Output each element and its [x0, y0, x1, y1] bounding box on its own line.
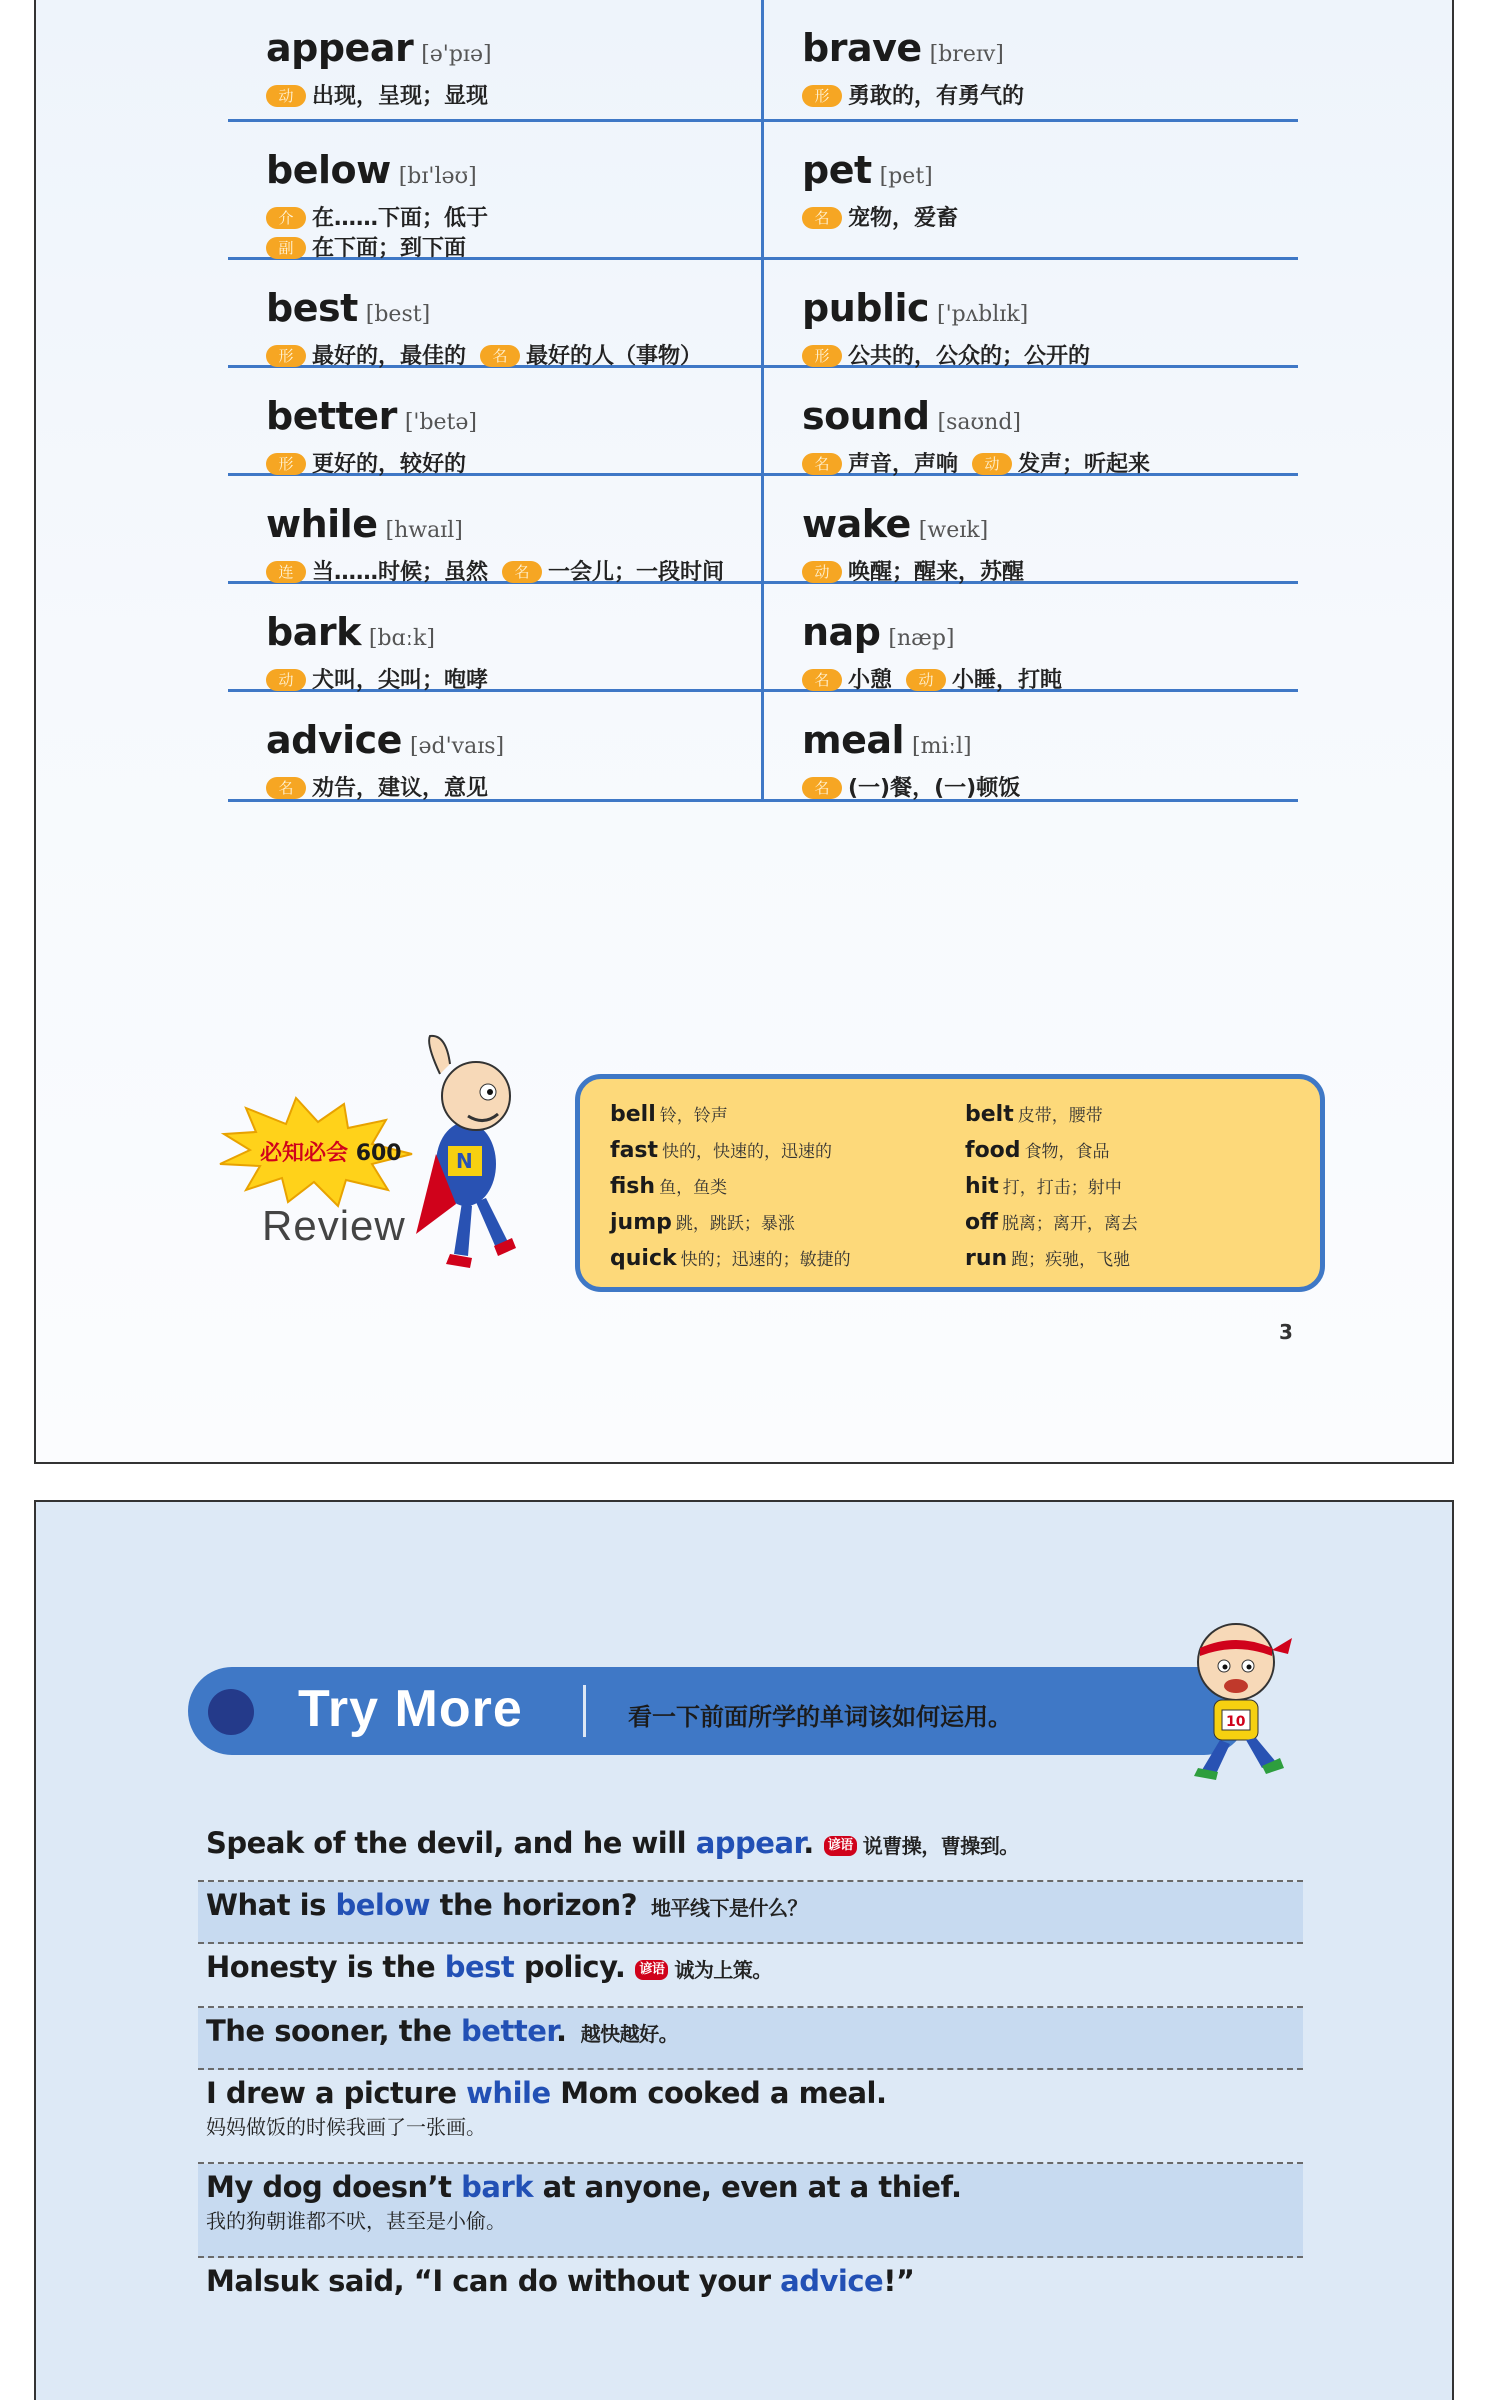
definition-text: 最好的，最佳的	[312, 344, 467, 369]
part-of-speech-badge: 连	[266, 561, 306, 583]
sentence-row	[198, 2008, 1303, 2070]
vocab-phonetic: [əd'vaɪs]	[409, 734, 505, 759]
vocab-entry	[761, 584, 1294, 693]
part-of-speech-badge: 动	[906, 669, 946, 691]
vocab-word: public	[802, 286, 930, 330]
english-sentence	[206, 2014, 1293, 2048]
part-of-speech-badge: 名	[802, 207, 842, 229]
vocab-entry	[228, 122, 761, 261]
try-more-banner	[188, 1667, 1248, 1755]
review-item	[965, 1205, 1138, 1241]
vocab-word: appear	[266, 26, 414, 70]
vocab-phonetic: [weɪk]	[918, 518, 989, 543]
vocab-entry	[761, 122, 1294, 257]
sentence-text: The sooner, the	[206, 2014, 462, 2048]
definition-text: 在下面；到下面	[312, 236, 467, 261]
vocab-word: pet	[802, 148, 872, 192]
definition-text: 出现，呈现；显现	[312, 84, 489, 109]
review-definition: 跑；疾驰，飞驰	[1011, 1250, 1131, 1270]
review-word: fish	[610, 1174, 656, 1199]
sentence-keyword: best	[444, 1950, 515, 1984]
sentence-row	[198, 2258, 1303, 2320]
review-definition: 快的，快速的，迅速的	[662, 1142, 833, 1162]
vocab-word: wake	[802, 502, 911, 546]
vocab-row	[228, 476, 1298, 584]
vocab-entry	[761, 368, 1294, 477]
try-more-page	[34, 1500, 1454, 2400]
vocab-phonetic: ['betə]	[404, 410, 478, 435]
chinese-translation: 越快越好。	[580, 2022, 679, 2046]
sentence-text: the horizon?	[430, 1888, 638, 1922]
vocab-entry	[228, 0, 761, 119]
definition-line	[266, 774, 761, 804]
sentence-row	[198, 2070, 1303, 2164]
word-line	[266, 28, 761, 76]
review-title: Review	[262, 1202, 406, 1249]
runner-mascot-icon	[1176, 1612, 1296, 1782]
vocab-phonetic: [hwaɪl]	[385, 518, 463, 543]
try-more-title: Try More	[298, 1680, 523, 1738]
definition-text: 最好的人（事物）	[526, 344, 703, 369]
sentence-row	[198, 1882, 1303, 1944]
vocab-word: sound	[802, 394, 930, 438]
sentence-text: I drew a picture	[206, 2076, 467, 2110]
sentence-keyword: better	[461, 2014, 557, 2048]
word-line	[266, 504, 761, 552]
chinese-translation: 妈妈做饭的时候我画了一张画。	[206, 2115, 486, 2139]
review-definition: 皮带，腰带	[1017, 1106, 1103, 1126]
definition-line	[266, 82, 761, 112]
vocab-phonetic: [miːl]	[912, 734, 972, 759]
vocab-phonetic: [bɪ'ləʊ]	[398, 164, 477, 189]
review-word: off	[965, 1210, 998, 1235]
part-of-speech-badge: 名	[802, 453, 842, 475]
vocab-phonetic: [ə'pɪə]	[421, 42, 492, 67]
english-sentence	[206, 2170, 1293, 2204]
sentence-text: policy.	[514, 1950, 626, 1984]
superhero-mascot-icon	[406, 1034, 536, 1274]
review-box	[575, 1074, 1325, 1292]
part-of-speech-badge: 形	[266, 453, 306, 475]
review-item	[610, 1169, 851, 1205]
vocab-entry	[228, 260, 761, 369]
definition-text: 声音，声响	[848, 452, 959, 477]
review-definition: 脱离；离开，离去	[1001, 1214, 1138, 1234]
definition-text: 宠物，爱畜	[848, 206, 959, 231]
part-of-speech-badge: 名	[502, 561, 542, 583]
definition-text: 公共的，公众的；公开的	[848, 344, 1091, 369]
review-item	[610, 1241, 851, 1277]
definition-text: 当……时候；虽然	[312, 560, 489, 585]
definition-text: 小睡，打盹	[952, 668, 1063, 693]
review-item	[965, 1169, 1138, 1205]
part-of-speech-badge: 名	[266, 777, 306, 799]
review-word: food	[965, 1138, 1021, 1163]
vocab-phonetic: [breɪv]	[929, 42, 1004, 67]
sentence-text: Honesty is the	[206, 1950, 445, 1984]
vocab-row	[228, 692, 1298, 802]
part-of-speech-badge: 副	[266, 237, 306, 259]
banner-divider	[583, 1685, 586, 1737]
vocab-row	[228, 368, 1298, 476]
vocab-word: below	[266, 148, 391, 192]
definition-text: 犬叫，尖叫；咆哮	[312, 668, 489, 693]
review-definition: 食物，食品	[1024, 1142, 1110, 1162]
definition-text: 勇敢的，有勇气的	[848, 84, 1025, 109]
part-of-speech-badge: 名	[802, 669, 842, 691]
definition-line	[802, 82, 1294, 112]
sentence-row	[198, 1944, 1303, 2008]
vocab-phonetic: [pet]	[879, 164, 933, 189]
review-badge	[216, 1034, 556, 1274]
definition-text: (一)餐，(一)顿饭	[848, 776, 1021, 801]
sentence-keyword: appear	[695, 1826, 804, 1860]
vocab-entry	[761, 0, 1294, 119]
sentence-row	[198, 1820, 1303, 1882]
review-left-column	[610, 1097, 851, 1277]
sentence-text: !”	[883, 2264, 915, 2298]
review-definition: 鱼，鱼类	[659, 1178, 728, 1198]
review-definition: 打，打击；射中	[1002, 1178, 1122, 1198]
vocab-entry	[761, 476, 1294, 585]
vocab-entry	[228, 584, 761, 693]
vocab-word: brave	[802, 26, 922, 70]
word-line	[266, 720, 761, 768]
review-item	[965, 1241, 1138, 1277]
sentence-text: .	[556, 2014, 567, 2048]
review-item	[610, 1205, 851, 1241]
definition-line	[802, 204, 1294, 234]
word-line	[266, 150, 761, 198]
vocab-entry	[761, 260, 1294, 369]
bib-number: 10	[1226, 1714, 1246, 1730]
definition-text: 在……下面；低于	[312, 206, 489, 231]
vocab-word: better	[266, 394, 397, 438]
vocab-phonetic: [bɑːk]	[368, 626, 435, 651]
part-of-speech-badge: 形	[802, 85, 842, 107]
word-line	[266, 288, 761, 336]
part-of-speech-badge: 动	[972, 453, 1012, 475]
review-definition: 铃，铃声	[659, 1106, 728, 1126]
vocab-entry	[761, 692, 1294, 799]
english-sentence	[206, 2264, 1293, 2298]
review-word: bell	[610, 1102, 656, 1127]
definition-text: 一会儿；一段时间	[548, 560, 725, 585]
vocab-row	[228, 584, 1298, 692]
part-of-speech-badge: 动	[266, 669, 306, 691]
sentence-text: Malsuk said, “I can do without your	[206, 2264, 781, 2298]
review-right-column	[965, 1097, 1138, 1277]
sentence-keyword: below	[335, 1888, 431, 1922]
sentence-text: .	[803, 1826, 814, 1860]
part-of-speech-badge: 名	[480, 345, 520, 367]
part-of-speech-badge: 动	[802, 561, 842, 583]
vocab-entry	[228, 476, 761, 585]
definition-text: 更好的，较好的	[312, 452, 467, 477]
vocab-phonetic: [best]	[365, 302, 431, 327]
example-sentences	[198, 1820, 1303, 2320]
definition-text: 发声；听起来	[1018, 452, 1151, 477]
chinese-translation: 地平线下是什么？	[651, 1896, 808, 1920]
part-of-speech-badge: 动	[266, 85, 306, 107]
vocab-grid	[228, 0, 1298, 802]
vocab-entry	[228, 692, 761, 799]
word-line	[802, 288, 1294, 336]
definition-text: 小憩	[848, 668, 893, 693]
english-sentence	[206, 2076, 1293, 2110]
proverb-tag: 谚语	[824, 1836, 857, 1856]
vocab-row	[228, 122, 1298, 260]
part-of-speech-badge: 名	[802, 777, 842, 799]
sentence-row	[198, 2164, 1303, 2258]
review-word: run	[965, 1246, 1008, 1271]
word-line	[266, 396, 761, 444]
sentence-keyword: bark	[461, 2170, 534, 2204]
english-sentence	[206, 1888, 1293, 1922]
sentence-text: My dog doesn’t	[206, 2170, 462, 2204]
review-item	[965, 1097, 1138, 1133]
review-word: fast	[610, 1138, 659, 1163]
vocab-word: advice	[266, 718, 402, 762]
word-line	[802, 612, 1294, 660]
word-line	[802, 504, 1294, 552]
definition-text: 唤醒；醒来，苏醒	[848, 560, 1025, 585]
sentence-text: at anyone, even at a thief.	[533, 2170, 962, 2204]
part-of-speech-badge: 介	[266, 207, 306, 229]
vocab-page	[34, 0, 1454, 1464]
english-sentence	[206, 1826, 1293, 1860]
english-sentence	[206, 1950, 1293, 1984]
badge-text: 必知必会 600	[260, 1141, 402, 1166]
definition-line	[266, 204, 761, 234]
review-word: quick	[610, 1246, 677, 1271]
vocab-word: while	[266, 502, 378, 546]
sentence-text: What is	[206, 1888, 336, 1922]
review-word: belt	[965, 1102, 1014, 1127]
part-of-speech-badge: 形	[266, 345, 306, 367]
page-number: 3	[1279, 1320, 1293, 1344]
banner-dot-icon	[208, 1689, 254, 1735]
sentence-text: Speak of the devil, and he will	[206, 1826, 696, 1860]
proverb-tag: 谚语	[635, 1960, 668, 1980]
part-of-speech-badge: 形	[802, 345, 842, 367]
review-item	[610, 1133, 851, 1169]
vocab-entry	[228, 368, 761, 477]
review-definition: 跳，跳跃；暴涨	[675, 1214, 795, 1234]
chinese-translation: 我的狗朝谁都不吠，甚至是小偷。	[206, 2209, 506, 2233]
vocab-row	[228, 0, 1298, 122]
sentence-keyword: advice	[780, 2264, 884, 2298]
try-more-subtitle: 看一下前面所学的单词该如何运用。	[628, 1703, 1012, 1731]
vocab-word: bark	[266, 610, 361, 654]
vocab-phonetic: ['pʌblɪk]	[937, 302, 1029, 327]
review-item	[965, 1133, 1138, 1169]
definition-line	[802, 774, 1294, 804]
vocab-word: meal	[802, 718, 905, 762]
vocab-word: best	[266, 286, 358, 330]
vocab-row	[228, 260, 1298, 368]
word-line	[266, 612, 761, 660]
sentence-text: Mom cooked a meal.	[550, 2076, 887, 2110]
chinese-translation: 说曹操，曹操到。	[862, 1834, 1019, 1858]
vocab-word: nap	[802, 610, 881, 654]
svg-text:N: N	[456, 1149, 473, 1173]
chinese-translation: 诚为上策。	[674, 1958, 772, 1982]
word-line	[802, 150, 1294, 198]
vocab-phonetic: [næp]	[888, 626, 955, 651]
word-line	[802, 28, 1294, 76]
word-line	[802, 720, 1294, 768]
review-word: hit	[965, 1174, 999, 1199]
sentence-keyword: while	[466, 2076, 551, 2110]
review-definition: 快的；迅速的；敏捷的	[680, 1250, 851, 1270]
vocab-phonetic: [saʊnd]	[937, 410, 1021, 435]
review-item	[610, 1097, 851, 1133]
review-word: jump	[610, 1210, 672, 1235]
definition-text: 劝告，建议，意见	[312, 776, 489, 801]
word-line	[802, 396, 1294, 444]
